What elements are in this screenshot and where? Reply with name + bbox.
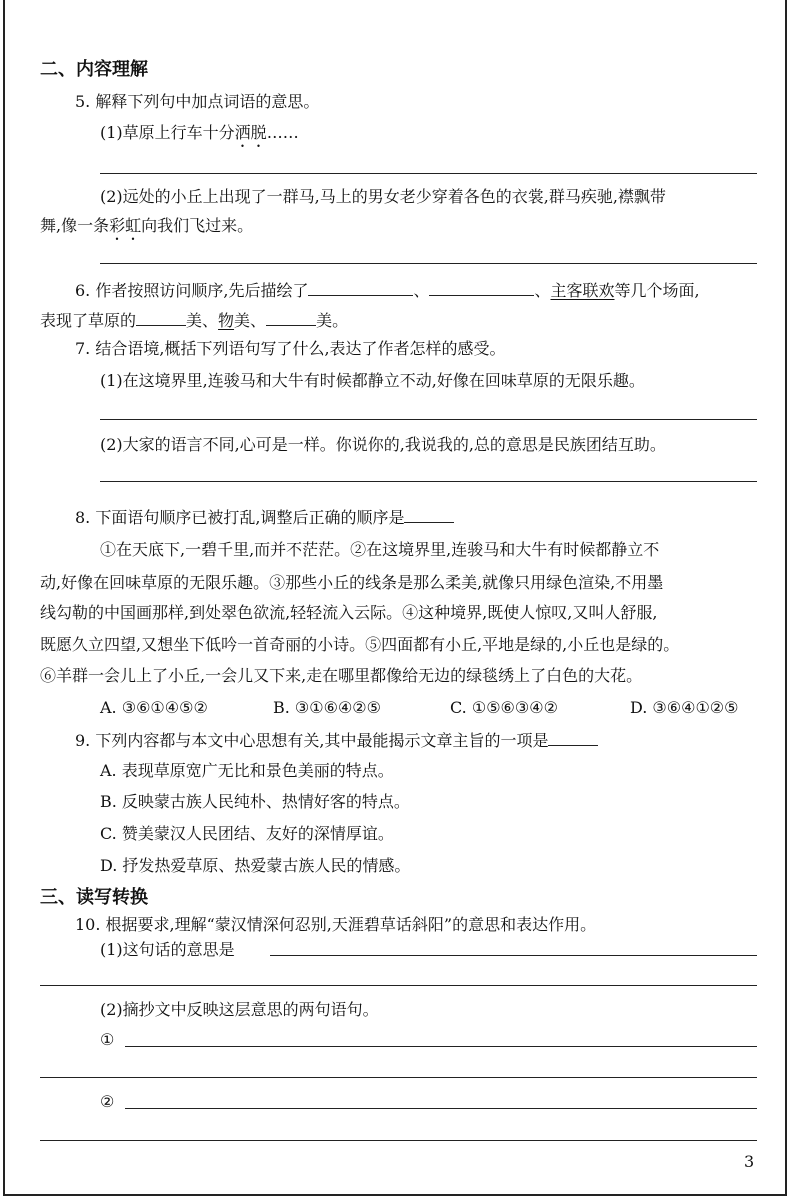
answer-line[interactable] — [100, 419, 757, 420]
text: 等几个场面, — [614, 281, 700, 300]
fill-blank[interactable] — [266, 309, 316, 326]
text: 8. 下面语句顺序已被打乱,调整后正确的顺序是 — [75, 508, 405, 527]
answer-line[interactable] — [40, 1077, 757, 1078]
text: …… — [266, 123, 299, 142]
question-5-stem: 5. 解释下列句中加点词语的意思。 — [75, 92, 320, 111]
text: 表现了草原的 — [40, 311, 137, 330]
option-c[interactable]: C. 赞美蒙汉人民团结、友好的深情厚谊。 — [100, 824, 394, 843]
option-a[interactable]: A. ③⑥①④⑤② — [100, 698, 208, 717]
option-d[interactable]: D. ③⑥④①②⑤ — [630, 698, 739, 717]
fill-blank[interactable] — [308, 279, 413, 296]
text: 向我们飞过来。 — [141, 216, 254, 235]
text: 、 — [534, 281, 551, 300]
answer-line[interactable] — [125, 1046, 757, 1047]
page-border-left — [3, 0, 5, 1196]
underlined-word: 物 — [218, 311, 235, 330]
page-number: 3 — [744, 1152, 755, 1171]
section-heading: 三、读写转换 — [40, 887, 148, 908]
answer-marker-2: ② — [100, 1092, 115, 1111]
answer-marker-1: ① — [100, 1030, 115, 1049]
question-10-stem: 10. 根据要求,理解“蒙汉情深何忍别,天涯碧草话斜阳”的意思和表达作用。 — [75, 915, 597, 934]
section-heading: 二、内容理解 — [40, 59, 148, 80]
answer-line[interactable] — [100, 481, 757, 482]
option-a[interactable]: A. 表现草原宽广无比和景色美丽的特点。 — [100, 761, 394, 780]
question-5-sentence-2: (2)远处的小丘上出现了一群马,马上的男女老少穿着各色的衣裳,群马疾驰,襟飘带 — [100, 187, 666, 206]
fill-blank[interactable] — [136, 309, 186, 326]
text: 美、 — [186, 311, 219, 330]
question-6 — [75, 279, 700, 301]
question-7-sentence-1: (1)在这境界里,连骏马和大牛有时候都静立不动,好像在回味草原的无限乐趣。 — [100, 371, 645, 390]
question-8-stem — [75, 506, 454, 528]
passage-line: 动,好像在回味草原的无限乐趣。③那些小丘的线条是那么柔美,就像只用绿色渲染,不用墨 — [40, 573, 664, 592]
option-b[interactable]: B. ③①⑥④②⑤ — [273, 698, 381, 717]
passage-line: 既愿久立四望,又想坐下低吟一首奇丽的小诗。⑤四面都有小丘,平地是绿的,小丘也是绿的。 — [40, 635, 680, 654]
question-5-sentence-2-cont — [40, 215, 253, 237]
dotted-word: 洒脱 — [234, 123, 267, 142]
question-9-stem — [75, 729, 598, 751]
text: 、 — [413, 281, 430, 300]
question-5-sentence-1 — [100, 122, 299, 144]
answer-line[interactable] — [40, 1140, 757, 1141]
answer-line[interactable] — [40, 985, 757, 986]
answer-line[interactable] — [100, 263, 757, 264]
underlined-phrase: 主客联欢 — [550, 281, 615, 300]
question-10-part-2: (2)摘抄文中反映这层意思的两句语句。 — [100, 1000, 379, 1019]
fill-blank[interactable] — [548, 729, 598, 746]
option-b[interactable]: B. 反映蒙古族人民纯朴、热情好客的特点。 — [100, 792, 410, 811]
text: 美、 — [234, 311, 267, 330]
page-border-right — [785, 0, 787, 1196]
text: 舞,像一条 — [40, 216, 110, 235]
question-6-cont — [40, 309, 348, 331]
text: 9. 下列内容都与本文中心思想有关,其中最能揭示文章主旨的一项是 — [75, 731, 549, 750]
passage-line: 线勾勒的中国画那样,到处翠色欲流,轻轻流入云际。④这种境界,既使人惊叹,又叫人舒服, — [40, 603, 658, 622]
page-border-bottom — [3, 1194, 787, 1196]
option-d[interactable]: D. 抒发热爱草原、热爱蒙古族人民的情感。 — [100, 856, 411, 875]
answer-line[interactable] — [125, 1108, 757, 1109]
text: 6. 作者按照访问顺序,先后描绘了 — [75, 281, 309, 300]
answer-line[interactable] — [270, 955, 757, 956]
dotted-word: 彩虹 — [109, 216, 142, 235]
option-c[interactable]: C. ①⑤⑥③④② — [450, 698, 558, 717]
fill-blank[interactable] — [404, 506, 454, 523]
fill-blank[interactable] — [429, 279, 534, 296]
text: (1)草原上行车十分 — [100, 123, 235, 142]
question-7-stem: 7. 结合语境,概括下列语句写了什么,表达了作者怎样的感受。 — [75, 339, 506, 358]
question-7-sentence-2: (2)大家的语言不同,心可是一样。你说你的,我说我的,总的意思是民族团结互助。 — [100, 435, 666, 454]
answer-line[interactable] — [100, 173, 757, 174]
passage-line: ①在天底下,一碧千里,而并不茫茫。②在这境界里,连骏马和大牛有时候都静立不 — [100, 540, 660, 559]
passage-line: ⑥羊群一会儿上了小丘,一会儿又下来,走在哪里都像给无边的绿毯绣上了白色的大花。 — [40, 666, 643, 685]
question-10-part-1: (1)这句话的意思是 — [100, 940, 235, 959]
text: 美。 — [316, 311, 349, 330]
